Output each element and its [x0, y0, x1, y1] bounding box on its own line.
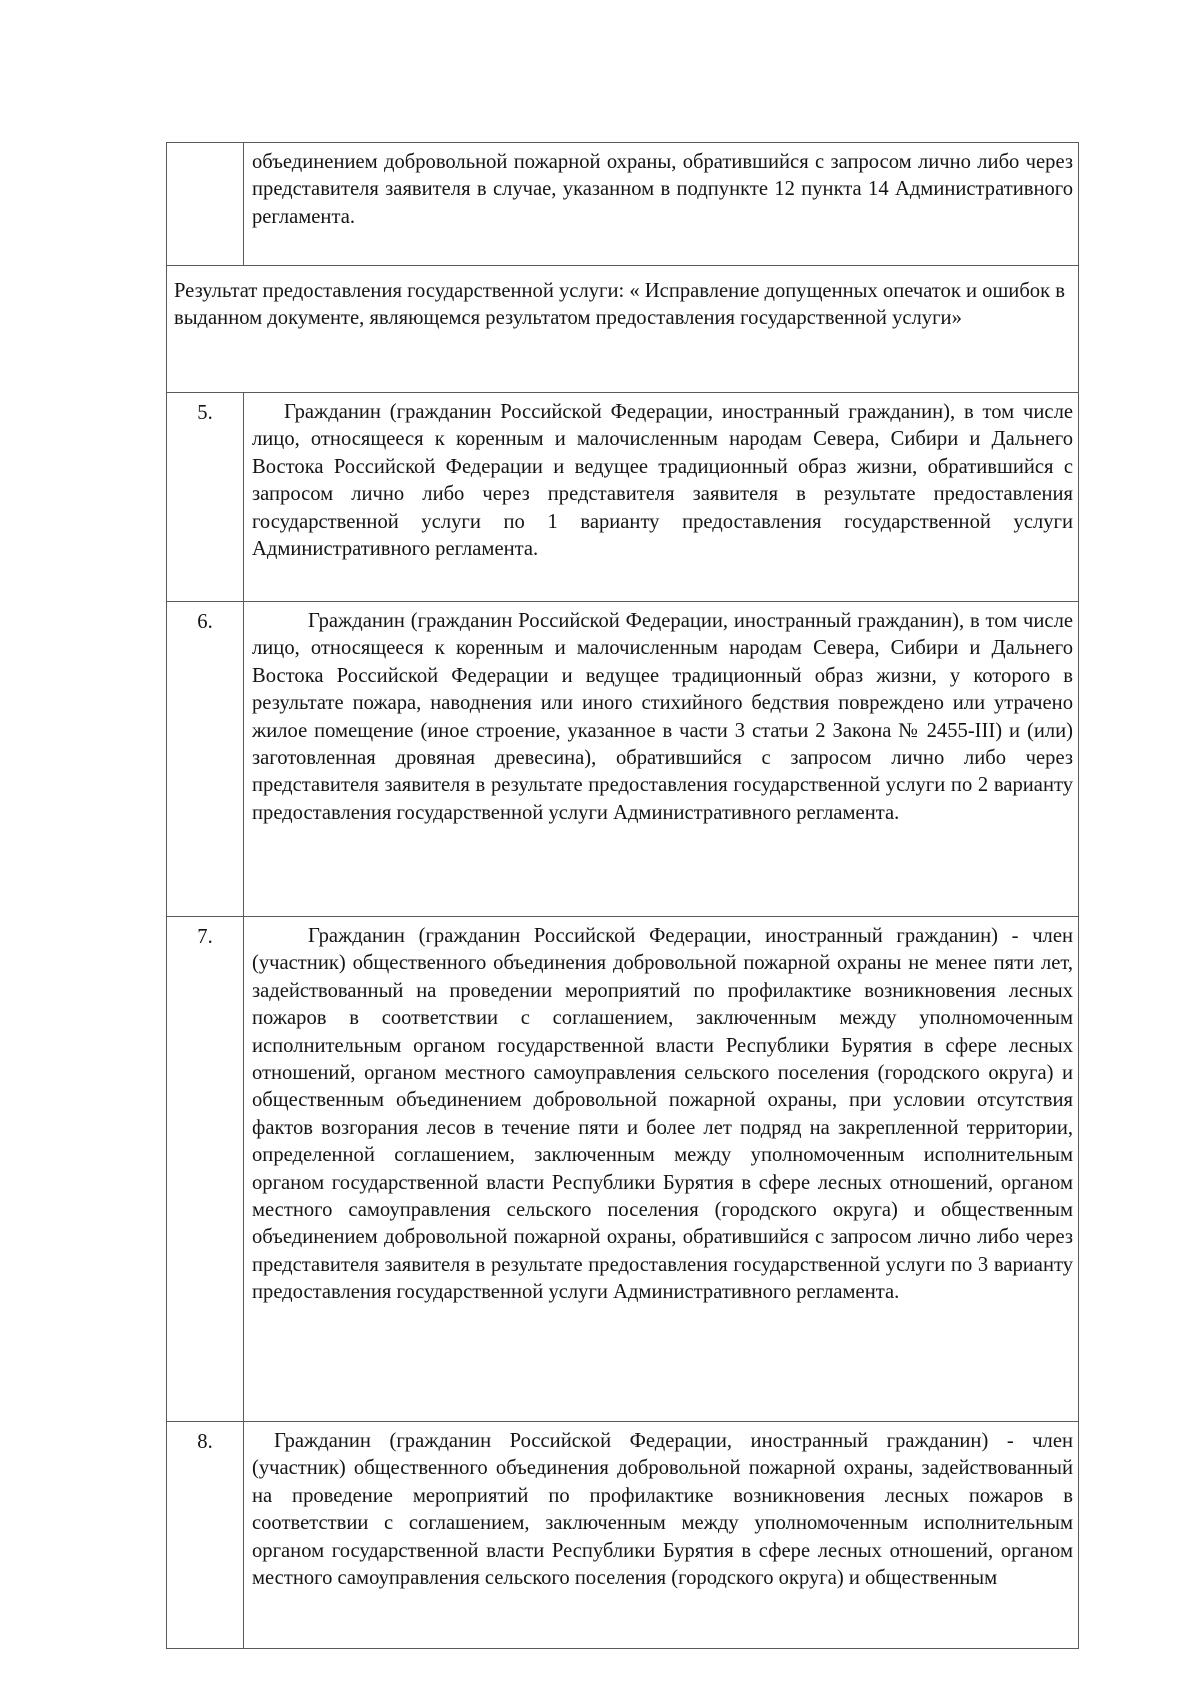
- row-text: Гражданин (гражданин Российской Федерации, иностранный гражданин) - член (участник) общественного объединения добровольной пожарной охраны не менее пяти лет, задействованный на проведении мероприятий по профилактике возникновения лесных пожаров в соответствии с соглашением, заключенным между уполномоченным исполнительным органом государственной власти Республики Бурятия в сфере лесных отношений, органом местного самоуправления сельского поселения (городского округа) и общественным объединением добровольной пожарной охраны, при условии отсутствия фактов возгорания лесов в течение пяти и более лет подряд на закрепленной территории, определенной соглашением, заключенным между уполномоченным исполнительным органом государственной власти Республики Бурятия в сфере лесных отношений, органом местного самоуправления сельского поселения (городского округа) и общественным объединением добровольной пожарной охраны, обратившийся с запросом лично либо через представителя заявителя в результате предоставления государственной услуги по 3 варианту предоставления государственной услуги Административного регламента.: [252, 925, 1073, 1304]
- row-number-cell: 5.: [167, 393, 244, 602]
- applicants-table: [166, 142, 1079, 1649]
- row-text: Гражданин (гражданин Российской Федерации, иностранный гражданин), в том числе лицо, относящееся к коренным и малочисленным народам Севера, Сибири и Дальнего Востока Российской Федерации и ведущее традиционный образ жизни, обратившийся с запросом лично либо через представителя заявителя в результате предоставления государственной услуги по 1 варианту предоставления государственной услуги Административного регламента.: [252, 401, 1073, 561]
- table-row: [167, 1422, 1079, 1649]
- table-row: [167, 602, 1079, 917]
- row-text-cell: [244, 143, 1079, 266]
- row-text-cell: [244, 917, 1079, 1422]
- row-text: Гражданин (гражданин Российской Федерации, иностранный гражданин), в том числе лицо, относящееся к коренным и малочисленным народам Севера, Сибири и Дальнего Востока Российской Федерации и ведущее традиционный образ жизни, у которого в результате пожара, наводнения или иного стихийного бедствия повреждено или утрачено жилое помещение (иное строение, указанное в части 3 статьи 2 Закона № 2455-III) и (или) заготовленная дровяная древесина), обратившийся с запросом лично либо через представителя заявителя в результате предоставления государственной услуги по 2 варианту предоставления государственной услуги Административного регламента.: [252, 610, 1073, 824]
- section-header: Результат предоставления государственной услуги: « Исправление допущенных опечаток и ошибок в выданном документе, являющемся результатом предоставления государственной услуги»: [167, 266, 1079, 393]
- section-header-row: [167, 266, 1079, 393]
- row-text-cell: [244, 393, 1079, 602]
- row-number-cell: [167, 143, 244, 266]
- row-text-cell: [244, 602, 1079, 917]
- table-row: [167, 143, 1079, 266]
- row-text: объединением добровольной пожарной охраны, обратившийся с запросом лично либо через представителя заявителя в случае, указанном в подпункте 12 пункта 14 Административного регламента.: [252, 151, 1073, 228]
- table-row: [167, 393, 1079, 602]
- table-row: [167, 917, 1079, 1422]
- row-text-cell: [244, 1422, 1079, 1649]
- row-text: Гражданин (гражданин Российской Федерации, иностранный гражданин) - член (участник) общественного объединения добровольной пожарной охраны, задействованный на проведение мероприятий по профилактике возникновения лесных пожаров в соответствии с соглашением, заключенным между уполномоченным исполнительным органом государственной власти Республики Бурятия в сфере лесных отношений, органом местного самоуправления сельского поселения (городского округа) и общественным: [252, 1430, 1073, 1590]
- row-number-cell: 8.: [167, 1422, 244, 1649]
- row-number-cell: 6.: [167, 602, 244, 917]
- row-number-cell: 7.: [167, 917, 244, 1422]
